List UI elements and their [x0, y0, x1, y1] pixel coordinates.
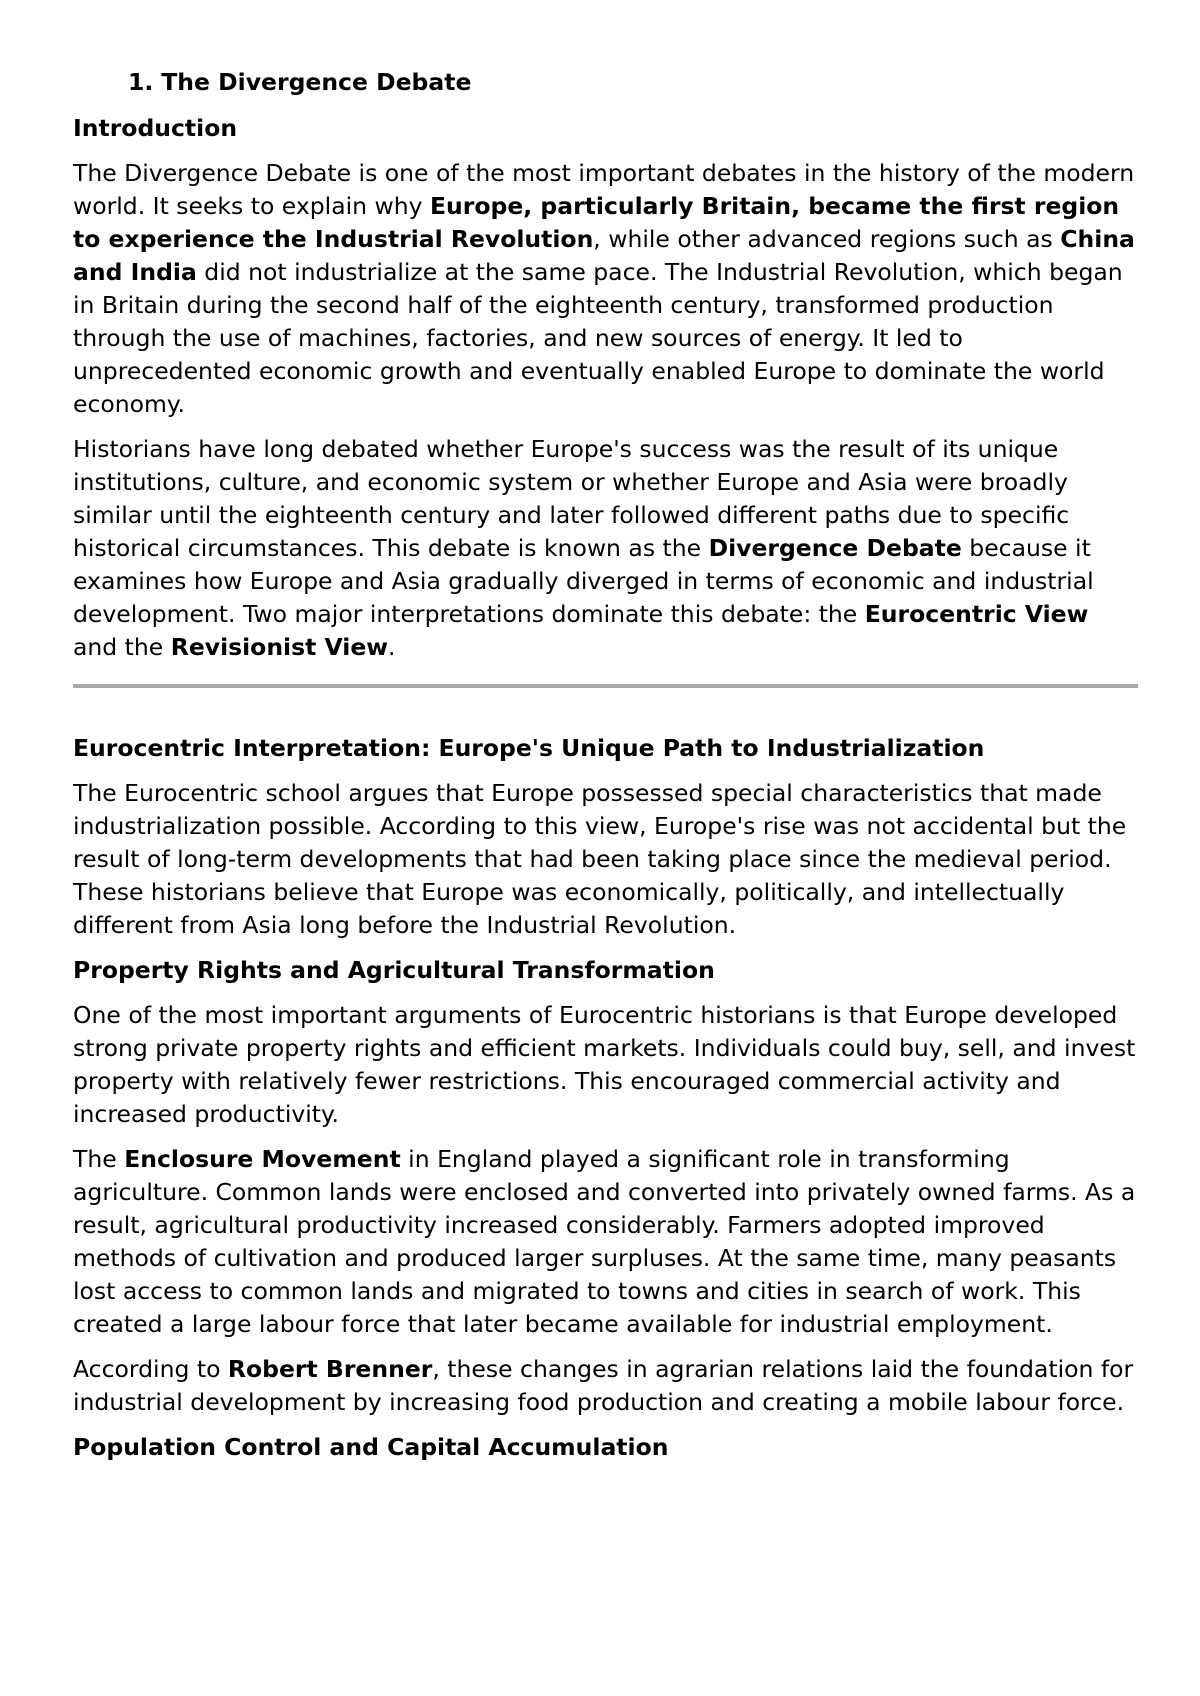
bold-run: Eurocentric View — [864, 600, 1089, 628]
text-run: in England played a significant role in transforming agriculture. Common lands were enclosed and converted into privately owned farms. As a result, agricultural productivity increased considerably. Farmers adopted improved methods of cultivation and produced larger surpluses. At the same time, many peasants lost access to common lands and migrated to towns and cities in search of work. This created a large labour force that later became available for industrial employment. — [73, 1145, 1136, 1338]
heading-eurocentric: Eurocentric Interpretation: Europe's Unique Path to Industrialization — [73, 734, 985, 762]
horizontal-divider — [73, 684, 1138, 688]
bold-run: China and India — [73, 225, 1135, 286]
intro-paragraph-2 — [73, 433, 1138, 664]
text-run: , while other advanced regions such as — [593, 225, 1061, 253]
text-run: did not industrialize at the same pace. The Industrial Revolution, which began in Britain during the second half of the eighteenth century, transformed production through the use of machines, factories, and new sources of energy. It led to unprecedented economic growth and eventually enabled Europe to dominate the world economy. — [73, 258, 1123, 418]
text-run: The Divergence Debate is one of the most important debates in the history of the modern world. It seeks to explain why — [73, 159, 1135, 220]
property-paragraph-3 — [73, 1353, 1138, 1419]
document-page — [73, 66, 1138, 1476]
bold-run: Europe, particularly Britain, became the first region to experience the Industrial Revolution — [73, 192, 1120, 253]
heading-introduction: Introduction — [73, 114, 238, 142]
intro-paragraph-1 — [73, 157, 1138, 421]
bold-run: Divergence Debate — [708, 534, 962, 562]
section-title — [73, 66, 1138, 99]
property-paragraph-2 — [73, 1143, 1138, 1341]
text-run: because it examines how Europe and Asia gradually diverged in terms of economic and industrial development. Two major interpretations dominate this debate: the — [73, 534, 1094, 628]
text-run: and the — [73, 633, 171, 661]
eurocentric-paragraph: The Eurocentric school argues that Europe possessed special characteristics that made industrialization possible. According to this view, Europe's rise was not accidental but the result of long-term developments that had been taking place since the medieval period. These historians believe that Europe was economically, politically, and intellectually different from Asia long before the Industrial Revolution. — [73, 779, 1127, 939]
property-paragraph-1: One of the most important arguments of Eurocentric historians is that Europe developed strong private property rights and efficient markets. Individuals could buy, sell, and invest property with relatively fewer restrictions. This encouraged commercial activity and increased productivity. — [73, 1001, 1136, 1128]
text-run: Historians have long debated whether Europe's success was the result of its unique institutions, culture, and economic system or whether Europe and Asia were broadly similar until the eighteenth century and later followed different paths due to specific historical circumstances. This debate is known as the — [73, 435, 1070, 562]
text-run: . — [387, 633, 396, 661]
heading-population-control: Population Control and Capital Accumulation — [73, 1433, 669, 1461]
bold-run: Robert Brenner — [227, 1355, 433, 1383]
heading-property-rights: Property Rights and Agricultural Transformation — [73, 956, 715, 984]
section-number: 1. — [128, 68, 154, 96]
section-title-text: The Divergence Debate — [161, 68, 472, 96]
text-run: , these changes in agrarian relations laid the foundation for industrial development by increasing food production and creating a mobile labour force. — [73, 1355, 1134, 1416]
text-run: According to — [73, 1355, 228, 1383]
text-run: The — [73, 1145, 125, 1173]
bold-run: Enclosure Movement — [124, 1145, 401, 1173]
bold-run: Revisionist View — [170, 633, 388, 661]
